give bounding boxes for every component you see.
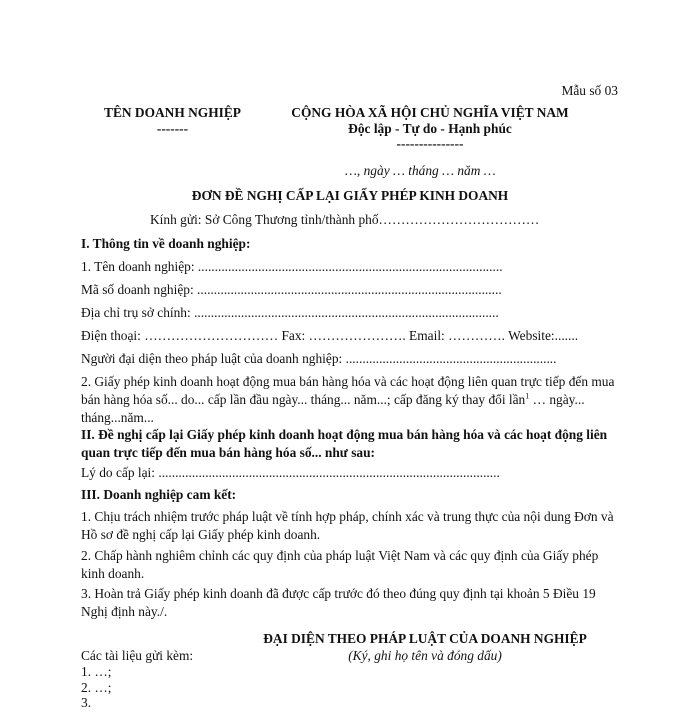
commitment-2: 2. Chấp hành nghiêm chỉnh các quy định của pháp luật Việt Nam và các quy định của Giấy phép kinh doanh. — [81, 548, 599, 581]
republic-title: CỘNG HÒA XÃ HỘI CHỦ NGHĨA VIỆT NAM — [291, 105, 569, 120]
attachments-label: Các tài liệu gửi kèm: — [81, 648, 194, 663]
section-1-heading: I. Thông tin về doanh nghiệp: — [81, 236, 251, 251]
document-title: ĐƠN ĐỀ NGHỊ CẤP LẠI GIẤY PHÉP KINH DOANH — [191, 188, 509, 203]
motto: Độc lập - Tự do - Hạnh phúc — [348, 121, 512, 136]
field-head-office: Địa chỉ trụ sở chính: ........................................................................................... — [81, 305, 499, 320]
reason-field: Lý do cấp lại: ...................................................................................................... — [81, 465, 500, 480]
field-company-name: 1. Tên doanh nghiệp: ........................................................................................... — [81, 259, 503, 274]
field-company-code: Mã số doanh nghiệp: ........................................................................................... — [81, 282, 502, 297]
signature-note: (Ký, ghi họ tên và đóng dấu) — [348, 648, 502, 663]
section-1-item-2 — [81, 373, 621, 427]
company-title: TÊN DOANH NGHIỆP — [104, 105, 241, 120]
field-legal-rep: Người đại diện theo pháp luật của doanh nghiệp: ............................................................... — [81, 351, 557, 366]
motto-dashes: --------------- — [396, 136, 464, 151]
section-2-heading: II. Đề nghị cấp lại Giấy phép kinh doanh hoạt động mua bán hàng hóa và các hoạt động liên quan trực tiếp đến mua bán hàng hóa số... như sau: — [81, 427, 608, 460]
addressee: Kính gửi: Sở Công Thương tỉnh/thành phố……………………………… — [150, 212, 540, 227]
attachment-item: 3. — [81, 695, 92, 710]
date-line: …, ngày … tháng … năm … — [345, 163, 496, 178]
item-2-text: 2. Giấy phép kinh doanh hoạt động mua bán hàng hóa và các hoạt động liên quan trực tiếp đến mua bán hàng hóa số... do... cấp lần đầu ngày... tháng... năm...; cấp đăng ký thay đổi lần — [81, 374, 615, 407]
commitment-1: 1. Chịu trách nhiệm trước pháp luật về tính hợp pháp, chính xác và trung thực của nội dung Đơn và Hồ sơ đề nghị cấp lại Giấy phép kinh doanh. — [81, 509, 614, 542]
attachment-item: 2. …; — [81, 680, 112, 695]
field-contact: Điện thoại: ………………………… Fax: …………………. Email: …………. Website:....... — [81, 328, 579, 343]
company-dashes: ------- — [156, 121, 189, 136]
signature-title: ĐẠI DIỆN THEO PHÁP LUẬT CỦA DOANH NGHIỆP — [263, 631, 587, 646]
form-number: Mẫu số 03 — [561, 83, 618, 98]
commitment-3: 3. Hoàn trả Giấy phép kinh doanh đã được cấp trước đó theo đúng quy định tại khoản 5 Điều 19 Nghị định này./. — [81, 586, 596, 619]
section-3-heading: III. Doanh nghiệp cam kết: — [81, 487, 237, 502]
item-2-tail: … ngày... tháng...năm... — [81, 391, 585, 425]
footnote-marker: 1 — [525, 391, 530, 401]
attachment-item: 1. …; — [81, 664, 112, 679]
